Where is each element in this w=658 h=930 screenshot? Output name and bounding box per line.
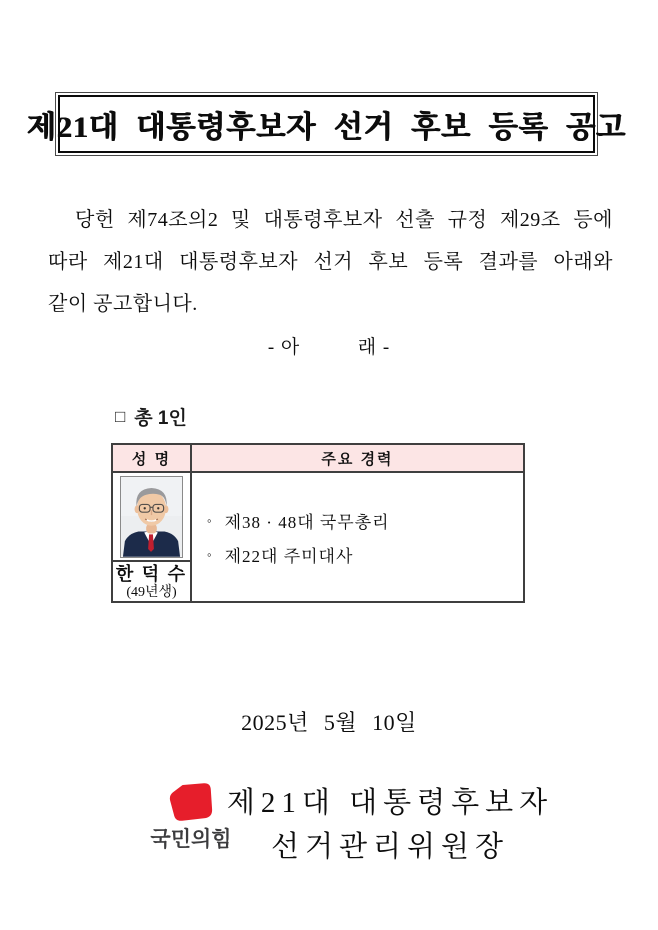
career-text: 제22대 주미대사 [224, 546, 354, 566]
candidate-birth-year: (49년생) [126, 585, 177, 600]
body-line-2: 따라 제21대 대통령후보자 선거 후보 등록 결과를 아래와 [48, 251, 613, 273]
career-cell [192, 473, 523, 601]
page-title: 제21대 대통령후보자 선거 후보 등록 공고 [26, 111, 627, 144]
circle-bullet-icon: ◦ [207, 546, 213, 562]
candidate-name: 한 덕 수 [115, 564, 188, 584]
header-cell-name: 성 명 [113, 445, 192, 471]
party-symbol-icon [169, 783, 213, 821]
total-count-line [115, 403, 187, 430]
candidate-name-box [113, 560, 190, 601]
total-count-label: 총 1인 [134, 408, 187, 429]
photo-cell [113, 473, 190, 560]
signature-line-1: 제21대 대통령후보자 [226, 787, 554, 819]
signature-block [220, 781, 560, 869]
career-text: 제38 · 48대 국무총리 [224, 512, 390, 532]
body-line-1: 당헌 제74조의2 및 대통령후보자 선출 규정 제29조 등에 [75, 209, 613, 231]
circle-bullet-icon: ◦ [207, 512, 213, 528]
title-box-inner [26, 95, 627, 153]
header-cell-career: 주요 경력 [321, 450, 394, 468]
below-separator: - 아 래 - [267, 337, 391, 358]
career-item [207, 542, 523, 567]
name-cell [113, 473, 192, 601]
candidate-photo [120, 476, 183, 558]
body-line-3: 같이 공고합니다. [48, 293, 198, 315]
candidate-table [111, 443, 525, 603]
body-paragraph [48, 199, 613, 325]
announcement-date: 2025년 5월 10일 [241, 710, 417, 735]
party-name: 국민의힘 [150, 828, 232, 851]
career-item [207, 508, 523, 533]
square-bullet-icon: □ [115, 407, 126, 426]
title-box [26, 92, 627, 156]
table-row [113, 473, 523, 601]
signature-line-2: 선거관리위원장 [270, 831, 510, 863]
table-header-row [113, 445, 523, 473]
